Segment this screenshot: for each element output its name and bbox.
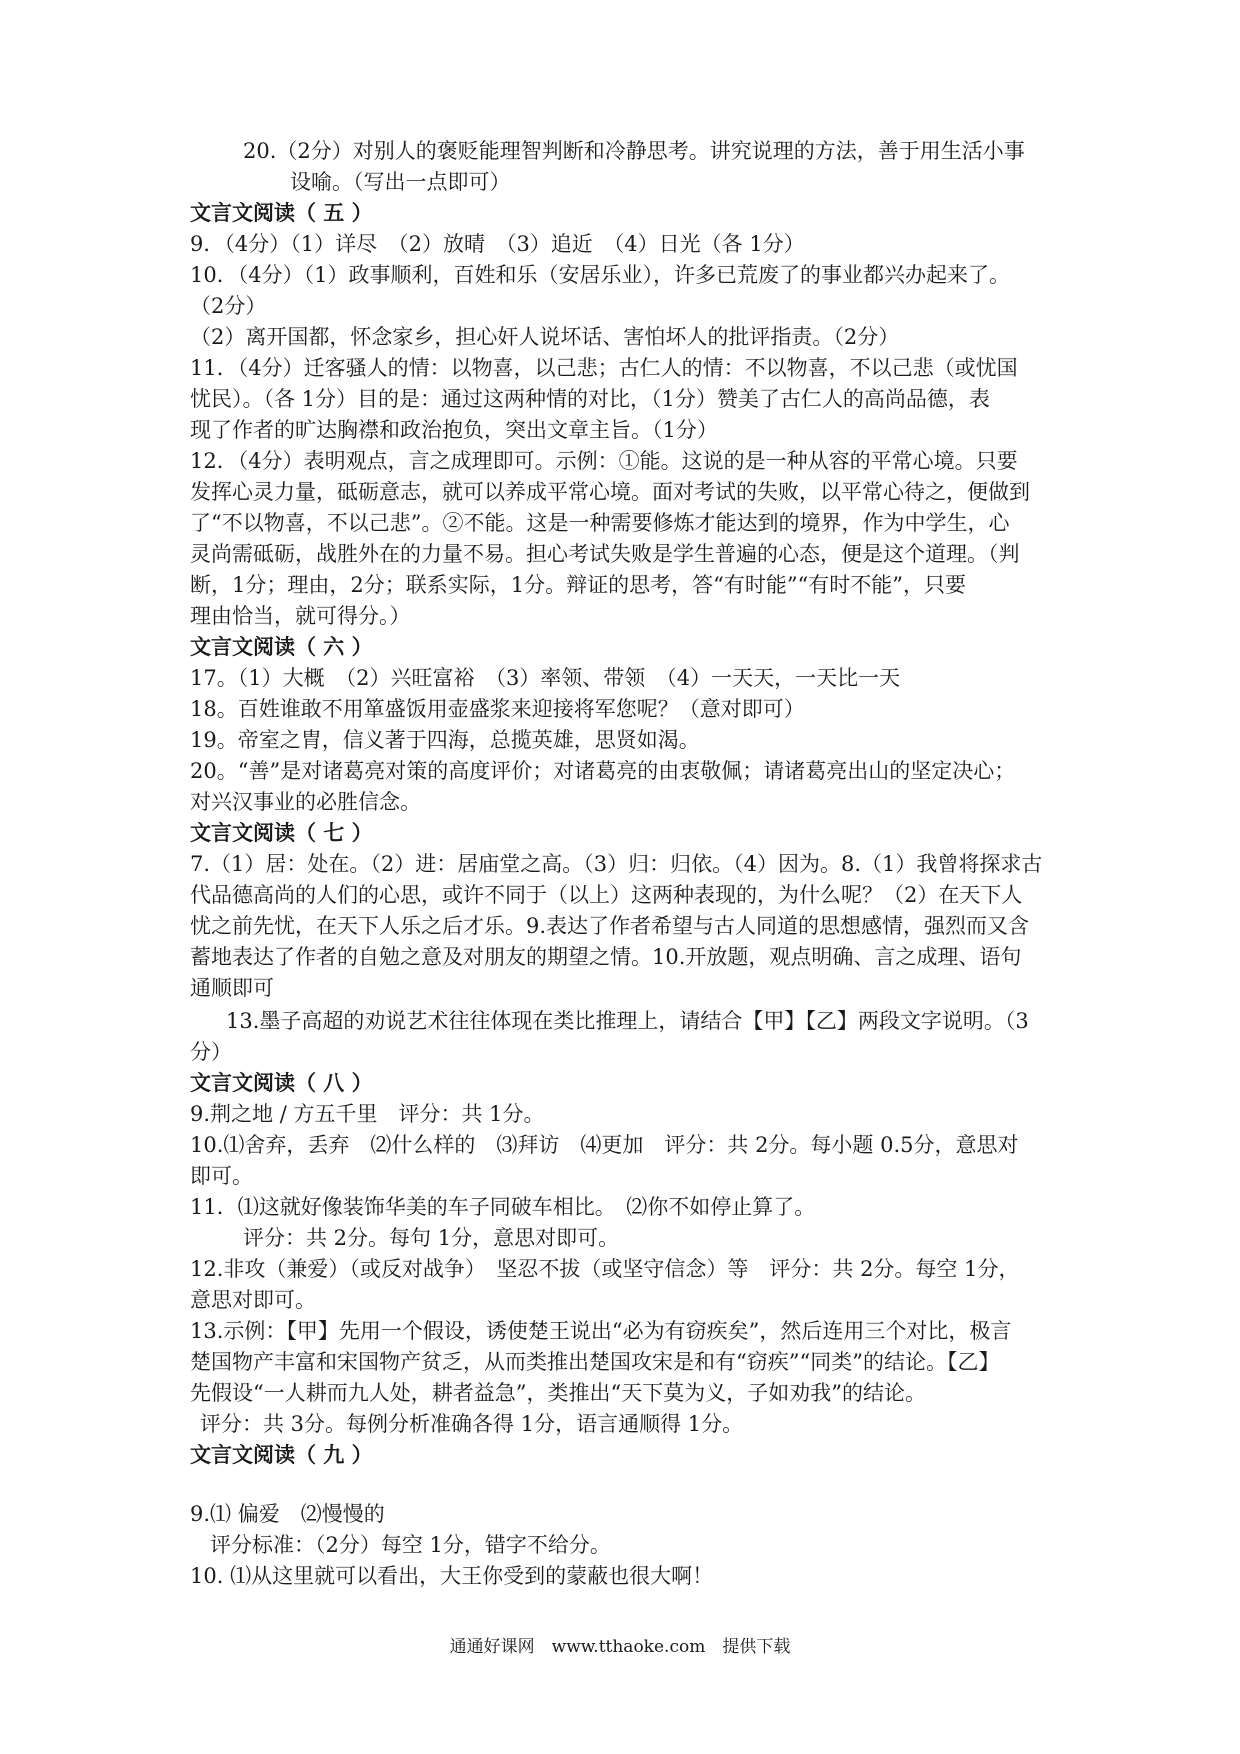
text-line: 断，1分；理由，2分；联系实际，1分。辩证的思考，答“有时能”“有时不能”，只要 [190, 573, 967, 597]
text-line: 17。（1）大概 （2）兴旺富裕 （3）率领、带领 （4）一天天，一天比一天 [190, 666, 901, 690]
page-footer: 通通好课网 www.tthaoke.com 提供下载 [449, 1637, 791, 1657]
text-line: 9.⑴ 偏爱 ⑵慢慢的 [190, 1502, 385, 1526]
text-line: 11．⑴这就好像装饰华美的车子同破车相比。 ⑵你不如停止算了。 [190, 1195, 816, 1219]
text-line: 评分：共 2分。每句 1分，意思对即可。 [243, 1226, 620, 1250]
text-line: （2）离开国都，怀念家乡，担心奸人说坏话、害怕坏人的批评指责。（2分） [190, 325, 900, 349]
text-line: 10.⑴舍弃，丢弃 ⑵什么样的 ⑶拜访 ⑷更加 评分：共 2分。每小题 0.5分，意思对 [190, 1133, 1019, 1157]
text-line: 19。帝室之胄，信义著于四海，总揽英雄，思贤如渴。 [190, 728, 700, 752]
section-heading: 文言文阅读（ 九 ） [190, 1442, 373, 1467]
text-line: 通顺即可 [190, 976, 274, 1000]
text-line: 分） [190, 1040, 232, 1064]
text-line: 7.（1）居：处在。（2）进：居庙堂之高。（3）归：归依。（4）因为。8.（1）我曾将探求古 [190, 852, 1043, 876]
section-heading: 文言文阅读（ 五 ） [190, 200, 373, 225]
text-line: 先假设“一人耕而九人处，耕者益急”，类推出“天下莫为义，子如劝我”的结论。 [190, 1381, 926, 1405]
text-line: 楚国物产丰富和宋国物产贫乏，从而类推出楚国攻宋是和有“窃疾”“同类”的结论。【乙】 [190, 1350, 1000, 1374]
text-line: 18。百姓谁敢不用箪盛饭用壶盛浆来迎接将军您呢？（意对即可） [190, 697, 805, 721]
text-line: 代品德高尚的人们的心思，或许不同于（以上）这两种表现的，为什么呢？（2）在天下人 [190, 883, 1023, 907]
text-line: 11．（4分）迁客骚人的情：以物喜，以己悲；古仁人的情：不以物喜，不以己悲（或忧国 [190, 356, 1018, 380]
section-heading: 文言文阅读（ 六 ） [190, 634, 373, 659]
text-line: 现了作者的旷达胸襟和政治抱负，突出文章主旨。（1分） [190, 418, 718, 442]
text-line: 10. ⑴从这里就可以看出，大王你受到的蒙蔽也很大啊！ [190, 1564, 714, 1588]
text-line: 即可。 [190, 1164, 253, 1188]
text-line: 9.荆之地 / 方五千里 评分：共 1分。 [190, 1102, 545, 1126]
text-line: 20。“善”是对诸葛亮对策的高度评价；对诸葛亮的由衷敬佩；请诸葛亮出山的坚定决心； [190, 759, 1016, 783]
text-line: 设喻。（写出一点即可） [290, 170, 511, 194]
text-line: 蓄地表达了作者的自勉之意及对朋友的期望之情。10.开放题，观点明确、言之成理、语句 [190, 945, 1022, 969]
text-line: （2分） [190, 294, 267, 318]
text-line: 意思对即可。 [190, 1288, 316, 1312]
text-line: 评分标准：（2分）每空 1分，错字不给分。 [210, 1533, 611, 1557]
text-line: 12．（4分）表明观点，言之成理即可。示例：①能。这说的是一种从容的平常心境。只要 [190, 449, 1018, 473]
text-line: 13.示例：【甲】先用一个假设，诱使楚王说出“必为有窃疾矣”，然后连用三个对比，极言 [190, 1319, 1012, 1343]
text-line: 灵尚需砥砺，战胜外在的力量不易。担心考试失败是学生普遍的心态，便是这个道理。（判 [190, 542, 1020, 566]
text-line: 对兴汉事业的必胜信念。 [190, 790, 421, 814]
text-line: 忧民）。（各 1分）目的是：通过这两种情的对比，（1分）赞美了古仁人的高尚品德，表 [190, 387, 990, 411]
text-line: 发挥心灵力量，砥砺意志，就可以养成平常心境。面对考试的失败，以平常心待之，便做到 [190, 480, 1030, 504]
text-line: 9．（4分）（1）详尽 （2）放晴 （3）追近 （4）日光（各 1分） [190, 232, 805, 256]
section-heading: 文言文阅读（ 七 ） [190, 820, 373, 845]
text-line: 理由恰当，就可得分。） [190, 604, 411, 628]
text-line: 12.非攻（兼爱）（或反对战争） 坚忍不拔（或坚守信念）等 评分：共 2分。每空 1分， [190, 1257, 1020, 1281]
section-heading: 文言文阅读（ 八 ） [190, 1070, 373, 1095]
text-line: 评分：共 3分。每例分析准确各得 1分，语言通顺得 1分。 [200, 1412, 744, 1436]
text-line: 20.（2分）对别人的褒贬能理智判断和冷静思考。讲究说理的方法，善于用生活小事 [243, 139, 1025, 163]
text-line: 13.墨子高超的劝说艺术往往体现在类比推理上，请结合【甲】【乙】两段文字说明。（3 [226, 1009, 1029, 1033]
text-line: 10．（4分）（1）政事顺利，百姓和乐（安居乐业），许多已荒废了的事业都兴办起来了。 [190, 263, 1010, 287]
text-line: 忧之前先忧，在天下人乐之后才乐。9.表达了作者希望与古人同道的思想感情，强烈而又含 [190, 914, 1030, 938]
text-line: 了“不以物喜，不以己悲”。②不能。这是一种需要修炼才能达到的境界，作为中学生，心 [190, 511, 1010, 535]
